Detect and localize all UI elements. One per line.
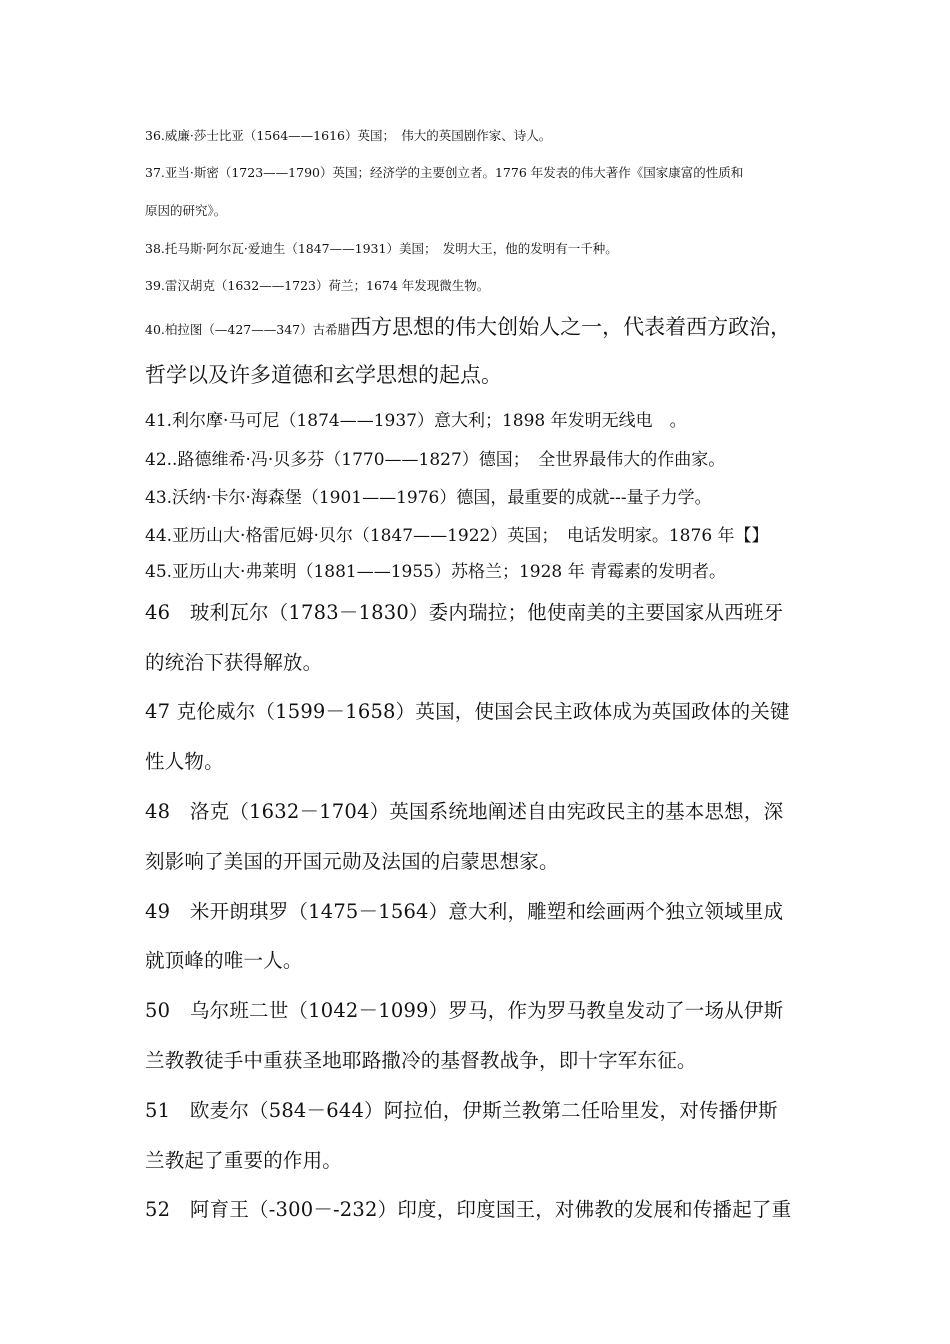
entry-51-line-1: 51 欧麦尔（584－644）阿拉伯，伊斯兰教第二任哈里发，对传播伊斯 [145, 1099, 778, 1122]
entry-45: 45.亚历山大·弗莱明（1881——1955）苏格兰；1928 年 青霉素的发明者。 [145, 562, 727, 582]
entry-37-line-2: 原因的研究》。 [145, 203, 227, 218]
entry-51-line-2: 兰教起了重要的作用。 [145, 1149, 343, 1172]
entry-52-line-1: 52 阿育王（-300－-232）印度，印度国王，对佛教的发展和传播起了重 [145, 1198, 792, 1221]
entry-44: 44.亚历山大·格雷厄姆·贝尔（1847——1922）英国； 电话发明家。1876 年【】 [145, 526, 769, 546]
entry-47-line-1: 47 克伦威尔（1599－1658）英国，使国会民主政体成为英国政体的关键 [145, 700, 790, 723]
entry-41: 41.利尔摩·马可尼（1874——1937）意大利；1898 年发明无线电 。 [145, 411, 687, 431]
entry-50-line-1: 50 乌尔班二世（1042－1099）罗马，作为罗马教皇发动了一场从伊斯 [145, 999, 784, 1022]
entry-50-line-2: 兰教教徒手中重获圣地耶路撒冷的基督教战争，即十字军东征。 [145, 1049, 697, 1072]
entry-48-line-2: 刻影响了美国的开国元勋及法国的启蒙思想家。 [145, 850, 559, 873]
entry-40-line-1 [145, 311, 791, 341]
entry-48-line-1: 48 洛克（1632－1704）英国系统地阐述自由宪政民主的基本思想，深 [145, 800, 784, 823]
entry-42: 42..路德维希·冯·贝多芬（1770——1827）德国； 全世界最伟大的作曲家。 [145, 450, 726, 470]
entry-49-line-2: 就顶峰的唯一人。 [145, 949, 303, 972]
entry-36: 36.威廉·莎士比亚（1564——1616）英国； 伟大的英国剧作家、诗人。 [145, 128, 552, 143]
entry-40-description: 西方思想的伟大创始人之一，代表着西方政治， [350, 315, 792, 339]
entry-47-line-2: 性人物。 [145, 750, 224, 773]
entry-39: 39.雷汉胡克（1632——1723）荷兰；1674 年发现微生物。 [145, 278, 490, 293]
entry-40-line-2: 哲学以及许多道德和玄学思想的起点。 [145, 363, 502, 387]
entry-38: 38.托马斯·阿尔瓦·爱迪生（1847——1931）美国； 发明大王，他的发明有一千种。 [145, 241, 618, 256]
entry-46-line-1: 46 玻利瓦尔（1783－1830）委内瑞拉；他使南美的主要国家从西班牙 [145, 601, 784, 624]
entry-49-line-1: 49 米开朗琪罗（1475－1564）意大利，雕塑和绘画两个独立领域里成 [145, 900, 784, 923]
entry-40-prefix: 40.柏拉图（—427——347）古希腊 [145, 322, 351, 337]
entry-43: 43.沃纳·卡尔·海森堡（1901——1976）德国，最重要的成就---量子力学。 [145, 488, 712, 508]
entry-46-line-2: 的统治下获得解放。 [145, 651, 323, 674]
entry-37-line-1: 37.亚当·斯密（1723——1790）英国；经济学的主要创立者。1776 年发表的伟大著作《国家康富的性质和 [145, 165, 744, 180]
